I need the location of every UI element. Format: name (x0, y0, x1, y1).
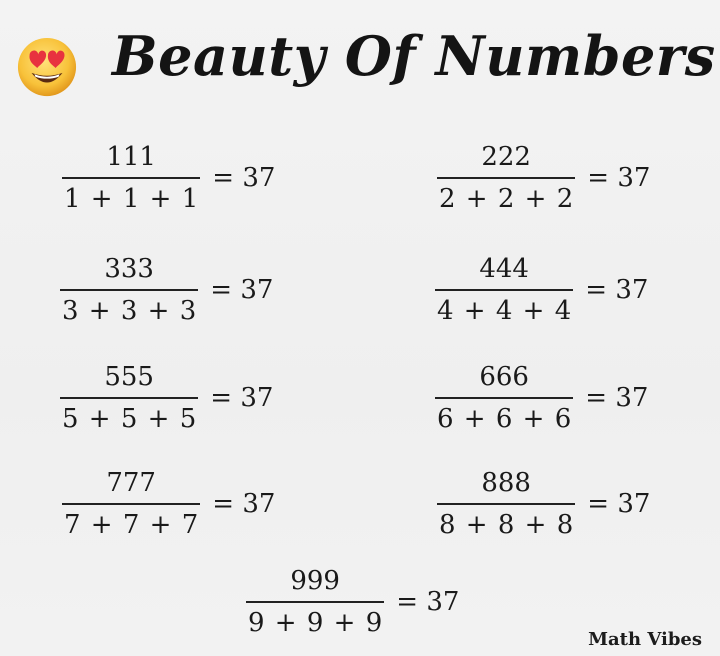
numerator: 111 (106, 142, 156, 173)
fraction (435, 361, 573, 435)
equation-444 (435, 250, 648, 330)
result: = 37 (587, 489, 651, 519)
numerator: 999 (290, 566, 340, 597)
fraction (435, 253, 573, 327)
equation-222 (437, 138, 650, 218)
equation-111 (62, 138, 275, 218)
denominator: 7 + 7 + 7 (64, 509, 199, 540)
fraction (437, 467, 575, 541)
equation-777 (62, 464, 275, 544)
watermark: Math Vibes (588, 629, 702, 650)
denominator: 4 + 4 + 4 (437, 295, 572, 326)
equation-333 (60, 250, 273, 330)
numerator: 888 (481, 468, 531, 499)
result: = 37 (210, 275, 274, 305)
numerator: 222 (481, 142, 531, 173)
fraction (246, 565, 384, 639)
numerator: 333 (104, 254, 154, 285)
denominator: 8 + 8 + 8 (439, 509, 574, 540)
denominator: 9 + 9 + 9 (248, 607, 383, 638)
fraction (437, 141, 575, 215)
denominator: 2 + 2 + 2 (439, 183, 574, 214)
result: = 37 (396, 587, 460, 617)
fraction (62, 141, 200, 215)
result: = 37 (585, 383, 649, 413)
numerator: 444 (479, 254, 529, 285)
denominator: 5 + 5 + 5 (62, 403, 197, 434)
result: = 37 (587, 163, 651, 193)
heart-eyes-emoji-icon (16, 36, 78, 98)
denominator: 1 + 1 + 1 (64, 183, 199, 214)
result: = 37 (210, 383, 274, 413)
numerator: 777 (106, 468, 156, 499)
equation-888 (437, 464, 650, 544)
equation-555 (60, 358, 273, 438)
result: = 37 (212, 163, 276, 193)
equation-666 (435, 358, 648, 438)
denominator: 3 + 3 + 3 (62, 295, 197, 326)
result: = 37 (585, 275, 649, 305)
numerator: 666 (479, 362, 529, 393)
numerator: 555 (104, 362, 154, 393)
fraction (60, 253, 198, 327)
page-title: Beauty Of Numbers (112, 24, 716, 88)
denominator: 6 + 6 + 6 (437, 403, 572, 434)
result: = 37 (212, 489, 276, 519)
fraction (60, 361, 198, 435)
fraction (62, 467, 200, 541)
equation-999 (246, 562, 459, 642)
